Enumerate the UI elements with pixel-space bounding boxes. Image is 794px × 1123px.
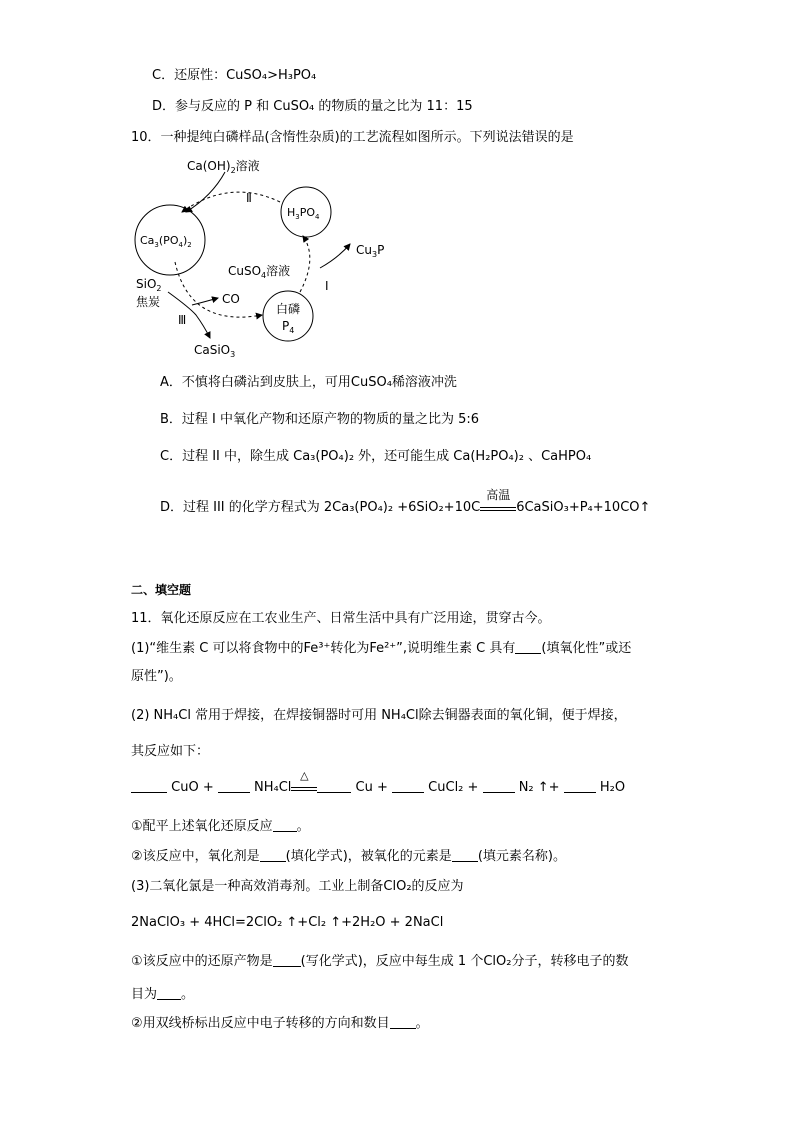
high-temp-condition xyxy=(480,488,516,511)
q11-equation xyxy=(131,769,626,798)
white-phosphorus-label: 白磷 xyxy=(276,302,301,316)
q11-part1-text-b: (填氧化性”或还 xyxy=(541,641,632,656)
sio2-feed-arrow xyxy=(168,292,210,338)
step2-label: Ⅱ xyxy=(246,191,252,205)
cu3p-out-arrow xyxy=(320,244,350,268)
coke-label: 焦炭 xyxy=(136,295,161,309)
cu3p-label: $Cu_3P$ xyxy=(356,243,385,259)
q11-part2-q1 xyxy=(131,817,310,837)
step3-label: Ⅲ xyxy=(178,313,187,327)
q11-part2-cont: 其反应如下： xyxy=(131,744,210,759)
q10-option-d-rhs: 6CaSiO₃+P₄+10CO↑ xyxy=(516,500,651,515)
q11-part3-q1-cont xyxy=(131,985,194,1005)
q11-part3-q1-end: 。 xyxy=(181,987,195,1002)
co-out-arrow xyxy=(192,298,218,305)
q11-part2-q1-end: 。 xyxy=(296,819,310,834)
cuso4-label: CuSO$_4$溶液 xyxy=(228,264,291,280)
eq-nh4cl: NH₄Cl xyxy=(254,780,292,795)
coef-blank-n2[interactable] xyxy=(483,778,515,793)
step2-dashed-arrow xyxy=(182,192,280,212)
eq-cu: Cu + xyxy=(355,780,388,795)
q11-part3-q2-text: ②用双线桥标出反应中电子转移的方向和数目 xyxy=(131,1016,390,1031)
high-temp-label: 高温 xyxy=(486,488,511,502)
h3po4-label: $H_3PO_4$ xyxy=(287,206,320,221)
coef-blank-h2o[interactable] xyxy=(564,778,596,793)
step1-label: Ⅰ xyxy=(325,279,329,293)
p4-label: $P_4$ xyxy=(282,319,295,335)
q11-part2-q2-text-b: (填化学式)，被氧化的元素是 xyxy=(285,849,452,864)
heat-icon: △ xyxy=(300,769,309,782)
q11-part1-cont: 原性”)。 xyxy=(131,669,182,684)
answer-blank[interactable] xyxy=(157,985,181,1000)
q11-part3-equation: 2NaClO₃ + 4HCl=2ClO₂ ↑+Cl₂ ↑+2H₂O + 2NaCl xyxy=(131,915,444,930)
q10-stem: 10．一种提纯白磷样品(含惰性杂质)的工艺流程如图所示。下列说法错误的是 xyxy=(131,130,574,145)
q10-option-c: C．过程 II 中，除生成 Ca₃(PO₄)₂ 外，还可能生成 Ca(H₂PO₄)₂ 、CaHPO₄ xyxy=(160,449,592,464)
coef-blank-cucl2[interactable] xyxy=(392,778,424,793)
q11-part3-q1-text-b: (写化学式)，反应中每生成 1 个ClO₂分子，转移电子的数 xyxy=(300,954,629,969)
process-flow-diagram xyxy=(120,150,420,365)
step1-dashed-arrow xyxy=(300,236,310,292)
answer-blank[interactable] xyxy=(390,1014,416,1029)
q10-option-d xyxy=(160,488,651,518)
ca3po42-label: $Ca_3(PO_4)_2$ xyxy=(140,234,192,249)
caoh2-label: $Ca(OH)_2$溶液 xyxy=(187,159,260,175)
equals-sign xyxy=(291,787,317,791)
q11-part3-q1-text-c: 目为 xyxy=(131,987,158,1002)
coef-blank-nh4cl[interactable] xyxy=(218,778,250,793)
co-label: CO xyxy=(222,292,240,306)
q11-part1 xyxy=(131,639,631,659)
answer-blank[interactable] xyxy=(452,847,478,862)
section-title: 二、填空题 xyxy=(131,583,192,597)
q11-part2-q2-text-c: (填元素名称)。 xyxy=(477,849,566,864)
q10-option-a: A．不慎将白磷沾到皮肤上，可用CuSO₄稀溶液冲洗 xyxy=(160,375,457,390)
eq-cucl2: CuCl₂ + xyxy=(428,780,479,795)
q11-part3-q1 xyxy=(131,952,628,972)
q11-part2: (2) NH₄Cl 常用于焊接，在焊接铜器时可用 NH₄Cl除去铜器表面的氧化铜，便于焊接， xyxy=(131,708,627,723)
q11-part2-q2 xyxy=(131,847,566,867)
q10-option-b: B．过程 I 中氧化产物和还原产物的物质的量之比为 5:6 xyxy=(160,412,480,427)
answer-blank[interactable] xyxy=(273,952,301,967)
eq-cuo: CuO + xyxy=(171,780,214,795)
coef-blank-cuo[interactable] xyxy=(131,778,167,793)
q11-part3-q1-text-a: ①该反应中的还原产物是 xyxy=(131,954,273,969)
q10-option-d-lhs: D．过程 III 的化学方程式为 2Ca₃(PO₄)₂ +6SiO₂+10C xyxy=(160,500,481,515)
q11-part3-q2 xyxy=(131,1014,429,1034)
q11-part2-q2-text-a: ②该反应中，氧化剂是 xyxy=(131,849,260,864)
equals-sign xyxy=(480,507,516,511)
q11-part2-q1-text: ①配平上述氧化还原反应 xyxy=(131,819,273,834)
answer-blank[interactable] xyxy=(273,817,297,832)
heat-condition xyxy=(291,769,317,791)
q11-part1-text-a: (1)“维生素 C 可以将食物中的Fe³⁺转化为Fe²⁺”,说明维生素 C 具有 xyxy=(131,641,516,656)
q11-part3-q2-end: 。 xyxy=(415,1016,429,1031)
q9-option-c: C．还原性：CuSO₄>H₃PO₄ xyxy=(152,68,317,83)
answer-blank[interactable] xyxy=(260,847,286,862)
eq-n2: N₂ ↑+ xyxy=(518,780,560,795)
answer-blank[interactable] xyxy=(515,639,541,654)
eq-h2o: H₂O xyxy=(599,780,626,795)
q11-stem: 11．氧化还原反应在工农业生产、日常生活中具有广泛用途，贯穿古今。 xyxy=(131,611,551,626)
coef-blank-cu[interactable] xyxy=(317,778,351,793)
q11-part3: (3)二氧化氯是一种高效消毒剂。工业上制备ClO₂的反应为 xyxy=(131,879,464,894)
q9-option-d: D．参与反应的 P 和 CuSO₄ 的物质的量之比为 11：15 xyxy=(152,99,473,114)
white-phosphorus-node xyxy=(263,291,313,341)
casio3-label: CaSiO$_3$ xyxy=(194,343,236,359)
sio2-label: SiO$_2$ xyxy=(136,277,162,293)
